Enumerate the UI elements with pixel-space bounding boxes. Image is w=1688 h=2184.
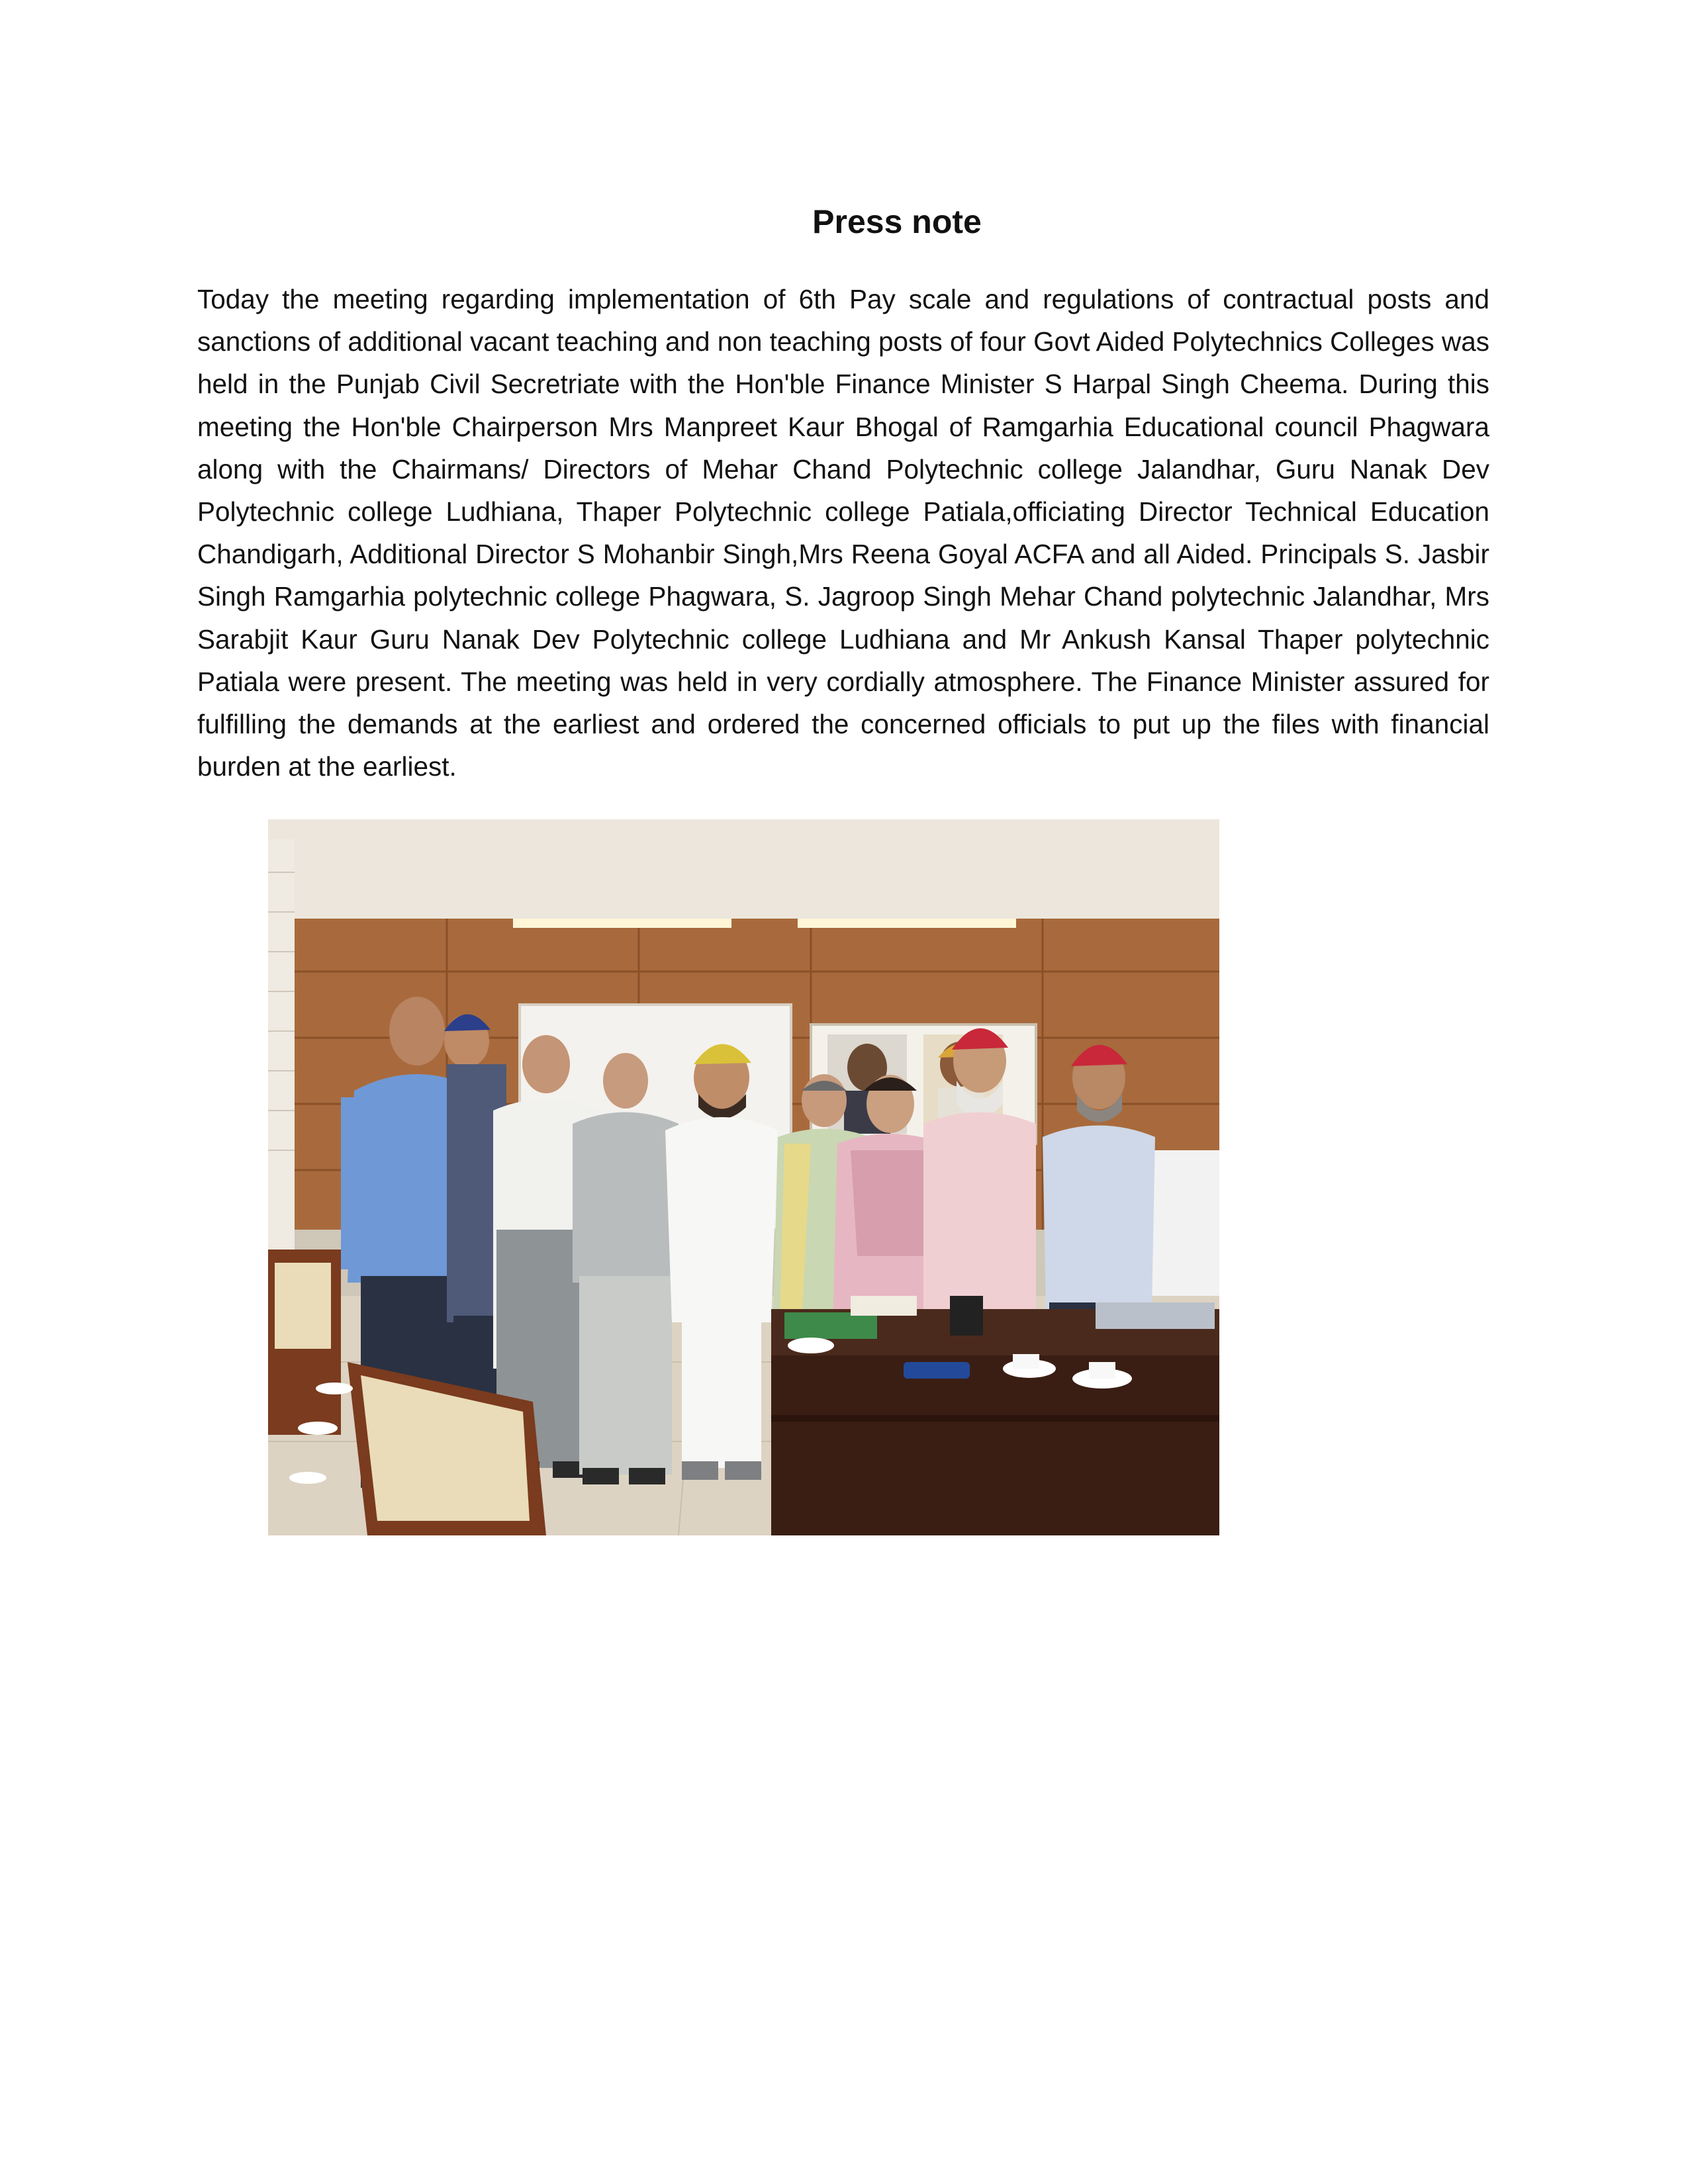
press-note-body: Today the meeting regarding implementation of 6th Pay scale and regulations of contractual posts and sanctions of additional vacant teaching and non teaching posts of four Govt Aided Polytechnics Colleges was held in the Punjab Civil Secretriate with the Hon'ble Finance Minister S Harpal Singh Cheema. During this meeting the Hon'ble Chairperson Mrs Manpreet Kaur Bhogal of Ramgarhia Educational council Phagwara along with the Chairmans/ Directors of Mehar Chand Polytechnic college Jalandhar, Guru Nanak Dev Polytechnic college Ludhiana, Thaper Polytechnic college Patiala,officiating Director Technical Education Chandigarh, Additional Director S Mohanbir Singh,Mrs Reena Goyal ACFA and all Aided. Principals S. Jasbir Singh Ramgarhia polytechnic college Phagwara, S. Jagroop Singh Mehar Chand polytechnic Jalandhar, Mrs Sarabjit Kaur Guru Nanak Dev Polytechnic college Ludhiana and Mr Ankush Kansal Thaper polytechnic Patiala were present. The meeting was held in very cordially atmosphere. The Finance Minister assured for fulfilling the demands at the earliest and ordered the concerned officials to put up the files with financial burden at the earliest. <box>197 284 1489 782</box>
page-title <box>0 202 1688 242</box>
meeting-photo <box>268 819 1219 1535</box>
page-title-text: Press note <box>812 203 982 240</box>
